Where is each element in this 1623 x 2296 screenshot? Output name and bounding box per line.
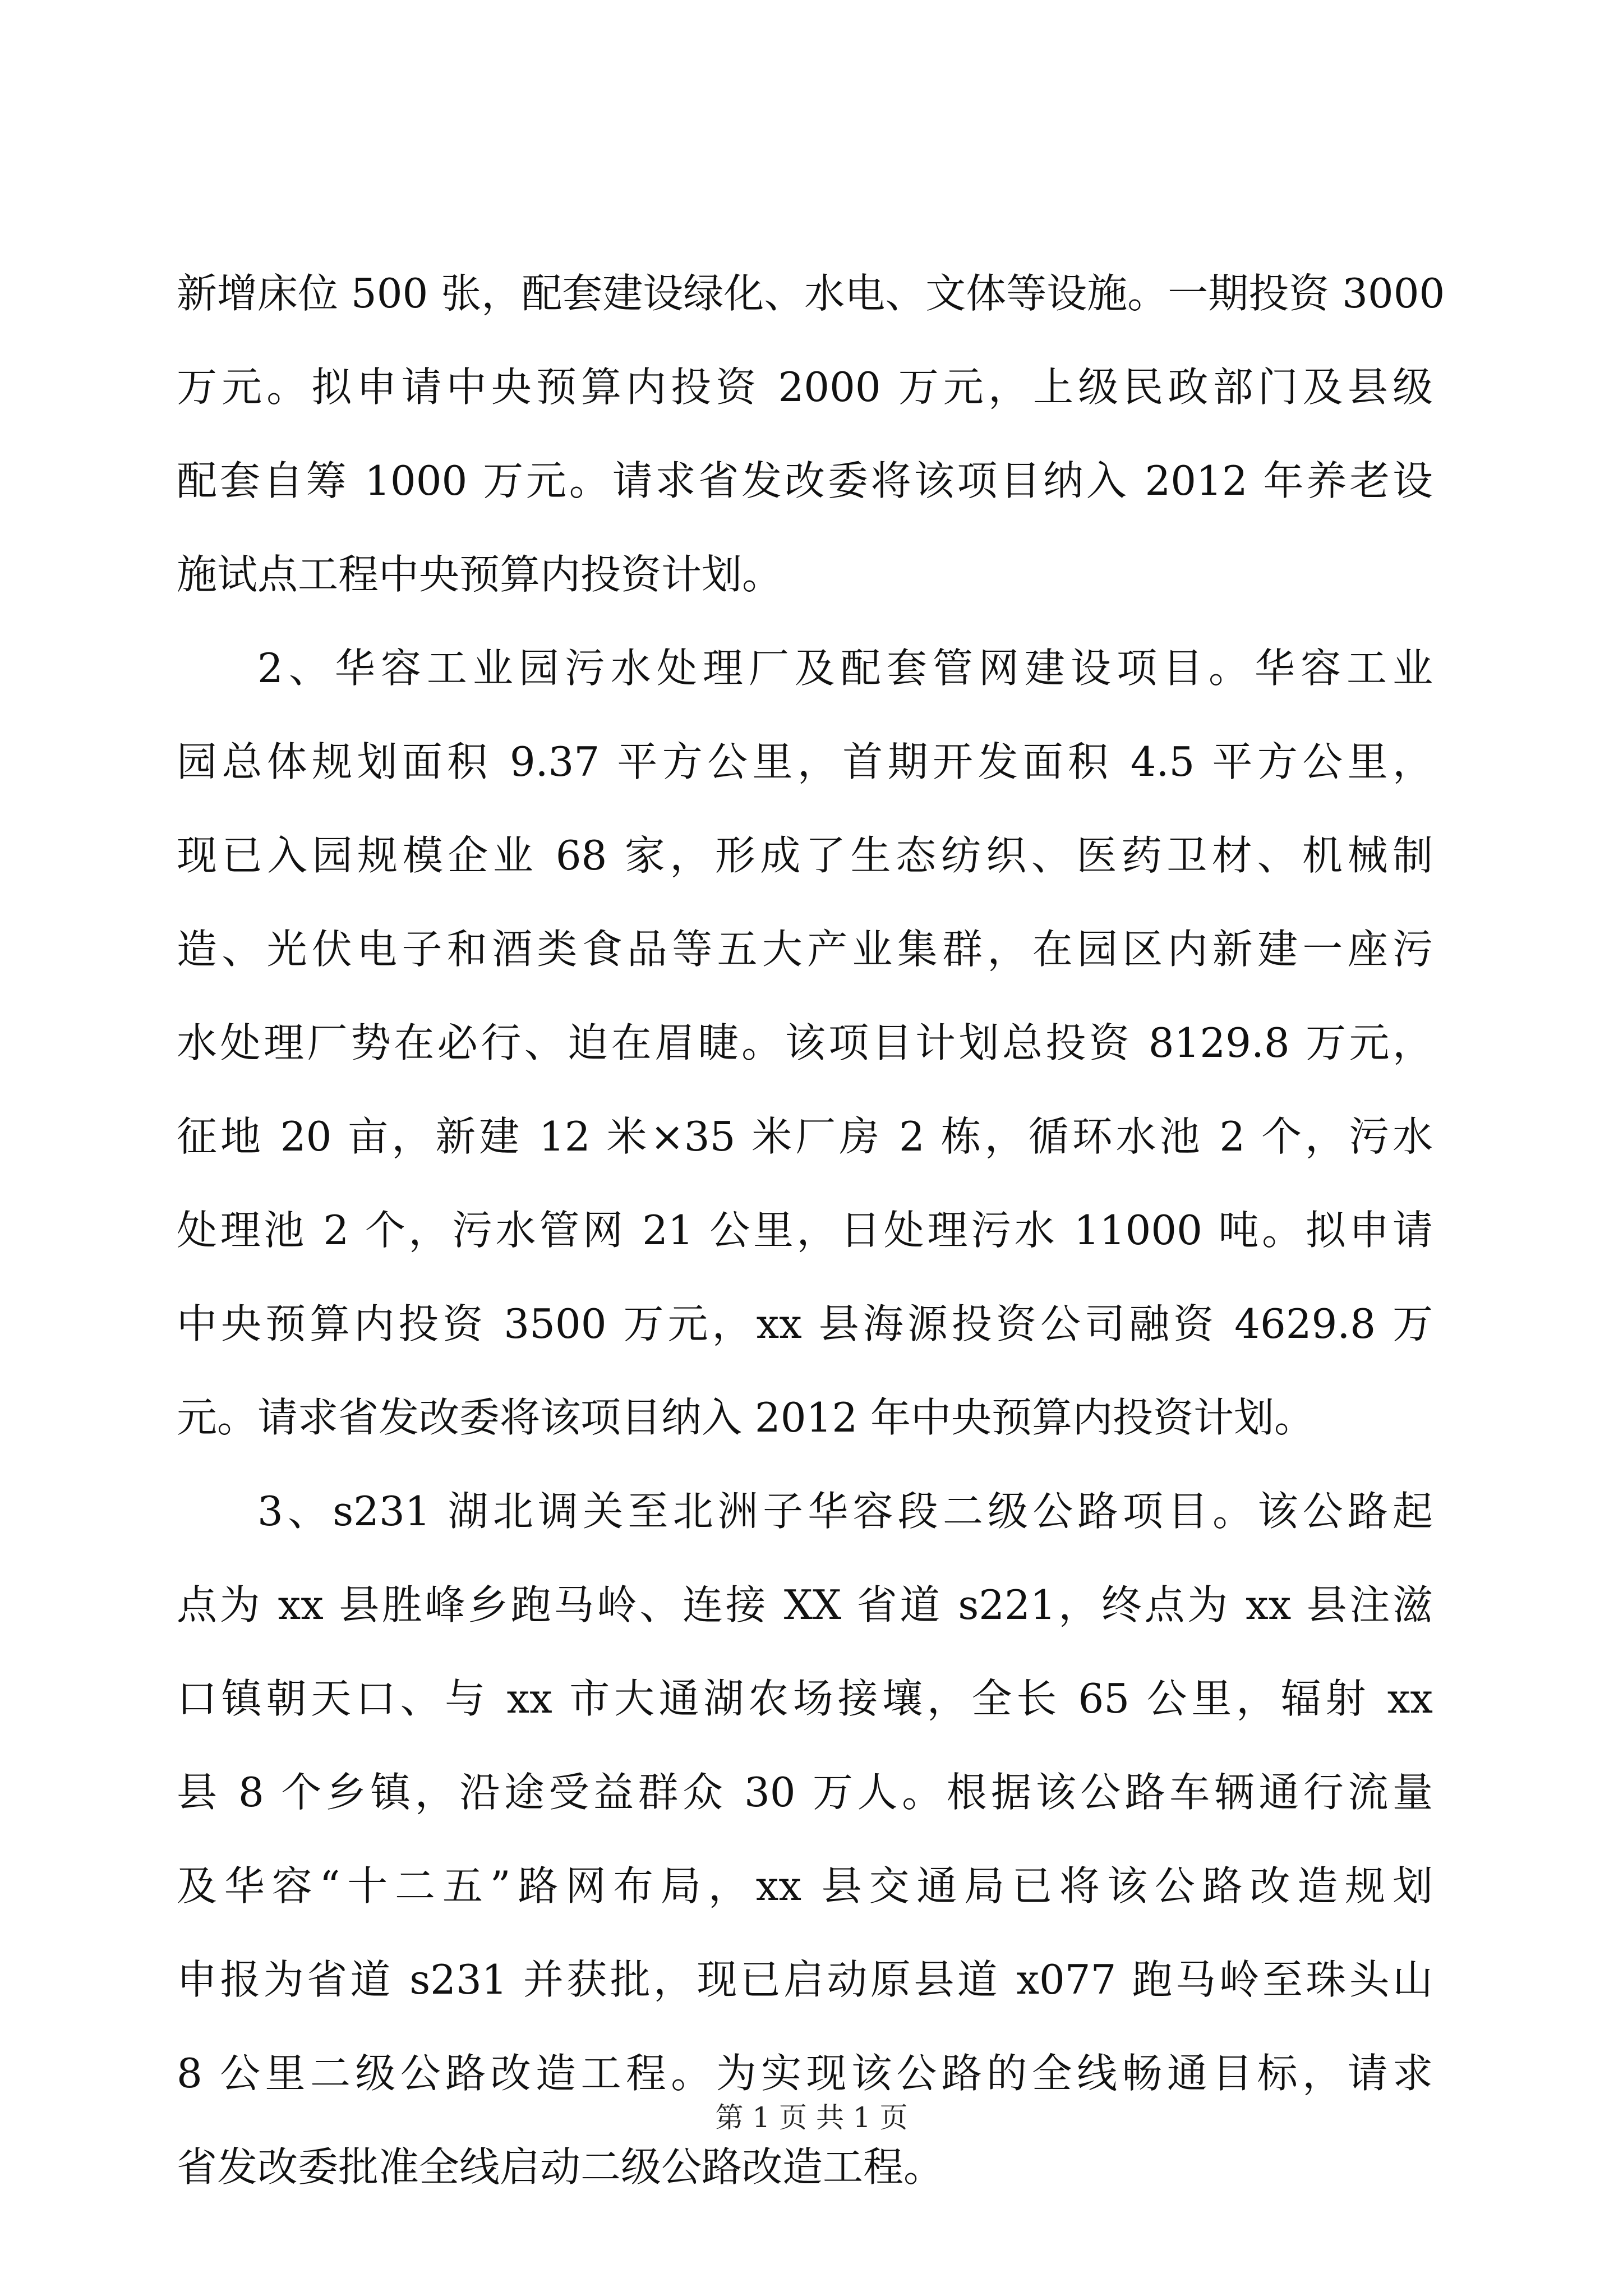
text-line: 处理池 2 个，污水管网 21 公里，日处理污水 11000 吨。拟申请 [177,1207,1433,1254]
text-line: 元。请求省发改委将该项目纳入 2012 年中央预算内投资计划。 [177,1394,1315,1441]
text-line: 中央预算内投资 3500 万元，xx 县海源投资公司融资 4629.8 万 [177,1300,1433,1347]
text-line: 水处理厂势在必行、迫在眉睫。该项目计划总投资 8129.8 万元， [177,1019,1433,1066]
text-line: 新增床位 500 张，配套建设绿化、水电、文体等设施。一期投资 3000 [177,270,1445,317]
page-number-label: 第 1 页 共 1 页 [715,2101,908,2134]
paragraph-start-line: 3、s231 湖北调关至北洲子华容段二级公路项目。该公路起 [257,1488,1433,1535]
text-line: 造、光伏电子和酒类食品等五大产业集群，在园区内新建一座污 [177,926,1433,973]
text-line: 点为 xx 县胜峰乡跑马岭、连接 XX 省道 s221，终点为 xx 县注滋 [177,1581,1433,1628]
document-body [177,247,1445,2214]
text-line: 万元。拟申请中央预算内投资 2000 万元，上级民政部门及县级 [177,364,1433,411]
text-line: 及华容“十二五”路网布局，xx 县交通局已将该公路改造规划 [177,1862,1433,1910]
text-line: 现已入园规模企业 68 家，形成了生态纺织、医药卫材、机械制 [177,832,1433,879]
text-line: 省发改委批准全线启动二级公路改造工程。 [177,2143,944,2191]
text-line: 配套自筹 1000 万元。请求省发改委将该项目纳入 2012 年养老设 [177,457,1433,504]
text-line: 征地 20 亩，新建 12 米×35 米厂房 2 栋，循环水池 2 个，污水 [177,1113,1433,1160]
text-line: 县 8 个乡镇，沿途受益群众 30 万人。根据该公路车辆通行流量 [177,1769,1433,1816]
text-line: 8 公里二级公路改造工程。为实现该公路的全线畅通目标，请求 [177,2050,1433,2097]
text-line: 施试点工程中央预算内投资计划。 [177,551,783,598]
text-line: 申报为省道 s231 并获批，现已启动原县道 x077 跑马岭至珠头山 [177,1956,1433,2003]
page-footer [0,2095,1623,2140]
paragraph-start-line: 2、华容工业园污水处理厂及配套管网建设项目。华容工业 [257,645,1433,692]
text-line: 口镇朝天口、与 xx 市大通湖农场接壤，全长 65 公里，辐射 xx [177,1675,1433,1722]
text-line: 园总体规划面积 9.37 平方公里，首期开发面积 4.5 平方公里， [177,738,1433,785]
